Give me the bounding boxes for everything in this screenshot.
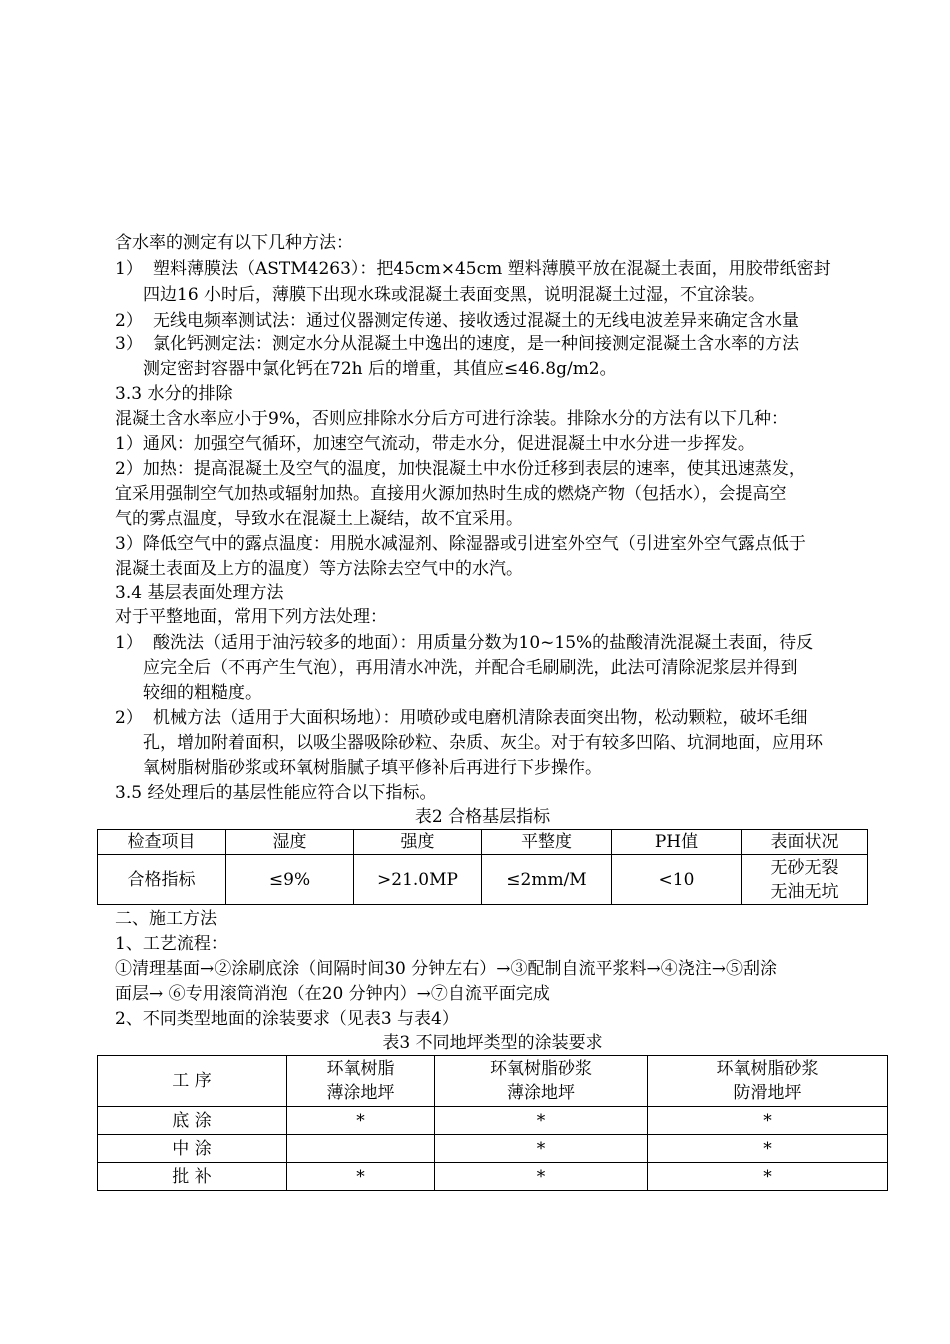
paragraph-line: 宜采用强制空气加热或辐射加热。直接用火源加热时生成的燃烧产物（包括水），会提高空: [115, 484, 787, 504]
table-row: [98, 1107, 888, 1135]
treatment-1-cont: 较细的粗糙度。: [143, 683, 262, 703]
table-header-cell: [435, 1056, 648, 1107]
table-header-cell: 表面状况: [742, 830, 868, 855]
cell-line: 无油无坑: [770, 881, 839, 902]
table-cell: *: [648, 1135, 888, 1163]
table-header-cell: 检查项目: [98, 830, 226, 855]
list-text: 无线电频率测试法：通过仪器测定传递、接收透过混凝土的无线电波差异来确定含水量: [153, 311, 799, 331]
list-number: 1）: [115, 259, 143, 279]
cell-line: 防滑地坪: [733, 1083, 802, 1103]
table-cell: ≤2mm/M: [482, 855, 612, 905]
list-number: 2）: [115, 708, 143, 728]
table-header-cell: 湿度: [226, 830, 354, 855]
flow-line: ①清理基面→②涂刷底涂（间隔时间30 分钟左右）→③配制自流平浆料→④浇注→⑤刮涂: [115, 959, 778, 979]
list-number: 1）: [115, 633, 143, 653]
cell-line: 环氧树脂砂浆: [490, 1059, 592, 1079]
flow-line: 面层→ ⑥专用滚筒消泡（在20 分钟内）→⑦自流平面完成: [115, 984, 550, 1004]
table-header-cell: PH值: [612, 830, 742, 855]
table-cell: *: [287, 1163, 435, 1191]
table-header-cell: 工 序: [98, 1056, 287, 1107]
method-1: [115, 257, 831, 281]
list-text: 塑料薄膜法（ASTM4263）：把45cm×45cm 塑料薄膜平放在混凝土表面，用胶带纸密封: [153, 259, 831, 279]
table-cell: *: [648, 1107, 888, 1135]
sub-heading: 1、工艺流程：: [115, 934, 228, 954]
table-header-row: [98, 830, 868, 855]
method-3-cont: 测定密封容器中氯化钙在72h 后的增重，其值应≤46.8g/m2。: [143, 359, 617, 379]
cell-line: 环氧树脂砂浆: [716, 1059, 819, 1079]
cell-line: 无砂无裂: [770, 857, 839, 878]
section-heading: 3.4 基层表面处理方法: [115, 583, 284, 603]
table-cell: 批 补: [98, 1163, 287, 1191]
table-row: [98, 855, 868, 905]
section-heading: 3.3 水分的排除: [115, 384, 233, 404]
table-cell: 合格指标: [98, 855, 226, 905]
table-header-cell: 强度: [354, 830, 482, 855]
table-cell: 底 涂: [98, 1107, 287, 1135]
method-2: [115, 309, 799, 333]
cell-line: 环氧树脂: [326, 1059, 395, 1079]
method-1-cont: 四边16 小时后，薄膜下出现水珠或混凝土表面变黑，说明混凝土过湿，不宜涂装。: [143, 285, 766, 305]
table-cell: *: [648, 1163, 888, 1191]
table-cell: *: [435, 1163, 648, 1191]
table-cell: *: [435, 1135, 648, 1163]
table2-caption: 表2 合格基层指标: [414, 807, 551, 827]
table-header-row: [98, 1056, 888, 1107]
table3: [97, 1055, 888, 1191]
table-cell: [287, 1135, 435, 1163]
method-3: [115, 332, 799, 356]
cell-line: 薄涂地坪: [326, 1083, 395, 1103]
table-cell: ≤9%: [226, 855, 354, 905]
paragraph-line: 1）通风：加强空气循环，加速空气流动，带走水分，促进混凝土中水分进一步挥发。: [115, 434, 755, 454]
table-header-cell: 平整度: [482, 830, 612, 855]
list-text: 酸洗法（适用于油污较多的地面）：用质量分数为10~15%的盐酸清洗混凝土表面，待反: [153, 633, 814, 653]
intro-text: 含水率的测定有以下几种方法：: [115, 233, 353, 253]
table3-caption: 表3 不同地坪类型的涂装要求: [382, 1033, 603, 1053]
paragraph-line: 3）降低空气中的露点温度：用脱水减湿剂、除湿器或引进室外空气（引进室外空气露点低于: [115, 534, 806, 554]
list-text: 机械方法（适用于大面积场地）：用喷砂或电磨机清除表面突出物，松动颗粒，破坏毛细: [153, 708, 808, 728]
paragraph-line: 混凝土含水率应小于9%，否则应排除水分后方可进行涂装。排除水分的方法有以下几种：: [115, 409, 788, 429]
table-cell: *: [435, 1107, 648, 1135]
table2: [97, 829, 868, 905]
table-cell: *: [287, 1107, 435, 1135]
treatment-2: [115, 706, 808, 730]
section-heading: 3.5 经处理后的基层性能应符合以下指标。: [115, 783, 437, 803]
table-header-cell: [287, 1056, 435, 1107]
table-cell: [742, 855, 868, 905]
cell-line: 薄涂地坪: [507, 1083, 575, 1103]
sub-heading: 2、不同类型地面的涂装要求（见表3 与表4）: [115, 1009, 459, 1029]
table-cell: 中 涂: [98, 1135, 287, 1163]
table-cell: >21.0MP: [354, 855, 482, 905]
paragraph-line: 混凝土表面及上方的温度）等方法除去空气中的水汽。: [115, 559, 523, 579]
treatment-1-cont: 应完全后（不再产生气泡），再用清水冲洗，并配合毛刷刷洗，此法可清除泥浆层并得到: [143, 658, 798, 678]
paragraph-line: 对于平整地面，常用下列方法处理：: [115, 607, 387, 627]
list-text: 氯化钙测定法：测定水分从混凝土中逸出的速度，是一种间接测定混凝土含水率的方法: [153, 334, 799, 354]
paragraph-line: 2）加热：提高混凝土及空气的温度，加快混凝土中水份迁移到表层的速率，使其迅速蒸发，: [115, 459, 806, 479]
paragraph-line: 气的雾点温度，导致水在混凝土上凝结，故不宜采用。: [115, 509, 523, 529]
table-row: [98, 1163, 888, 1191]
table-header-cell: [648, 1056, 888, 1107]
table-row: [98, 1135, 888, 1163]
treatment-1: [115, 631, 813, 655]
treatment-2-cont: 孔，增加附着面积，以吸尘器吸除砂粒、杂质、灰尘。对于有较多凹陷、坑洞地面，应用环: [143, 733, 823, 753]
table-cell: <10: [612, 855, 742, 905]
treatment-2-cont: 氧树脂树脂砂浆或环氧树脂腻子填平修补后再进行下步操作。: [143, 758, 602, 778]
list-number: 2）: [115, 311, 143, 331]
part-title: 二、施工方法: [115, 909, 217, 929]
list-number: 3）: [115, 334, 143, 354]
